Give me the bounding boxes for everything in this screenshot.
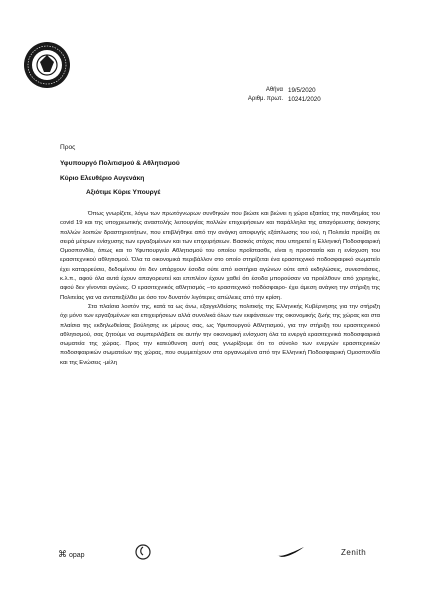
protocol-label: Αριθμ. πρωτ. — [247, 96, 283, 102]
opap-icon: ⌘ — [58, 549, 67, 559]
recipient-title: Υφυπουργό Πολιτισμού & Αθλητισμού — [60, 159, 180, 167]
sponsor-opap: ⌘ opap — [58, 549, 85, 559]
city-label: Αθήνα — [265, 87, 283, 93]
body-paragraph: Όπως γνωρίζετε, λόγω των πρωτόγνωρων συνθηκών που βιώσε και βιώνει η χώρα εξαιτίας της πανδημίας του covid 19 και της υποχρεωτικής αναστολής λειτουργίας πολλών επιχειρήσεων και παράλληλα της απαγόρευσης άσκησης πολλών λοιπών δραστηριοτήτων, που επιβλήθηκε από την ανάγκη αποφυγής εξάπλωσης του ιού, η Πολιτεία προέβη σε σειρά μέτρων ενίσχυσης των εργαζομένων και των επιχειρήσεων. Βασικός στόχος που υπηρετεί η Ελληνική Ποδοσφαιρική Ομοσπονδία, όπως και το Υφυπουργείο Αθλητισμού του οποίου προΐστασθε, είναι η προστασία και η ενίσχυση του ερασιτεχνικού αθλητισμού. Όλα τα οικονομικά περιβάλλον στο οποίο στηρίζεται ένα ερασιτεχνικό ποδοσφαιρικό σωματείο έχει καταρρεύσει, δεδομένου ότι δεν υπάρχουν έσοδα ούτε από εισιτήρια αγώνων ούτε από εκδηλώσεις, συνεστιάσεις, κ.λ.π., αφού όλα αυτά έχουν απαγορευτεί και επιπλέον έχουν χαθεί ότι έσοδα μπορούσαν να προέλθουν από χορηγίες, αφού δεν γίνονται αγώνες. Ο ερασιτεχνικός αθλητισμός –το ερασιτεχνικό ποδόσφαιρο- έχει άμεση ανάγκη την στήριξη της Πολιτείας για να ανταπεξέλθει με όσο τον δυνατόν λιγότερες απώλειες από την κρίση. — [60, 211, 380, 301]
letter-body — [60, 210, 380, 368]
recipient-block — [60, 140, 180, 187]
federation-logo — [22, 40, 72, 90]
letter-meta — [240, 86, 321, 104]
sponsor-footer — [0, 540, 424, 570]
nike-swoosh-icon — [275, 546, 305, 558]
recipient-prefix: Προς — [60, 144, 76, 151]
sponsor-zenith: Zenith — [341, 548, 367, 557]
body-paragraph: Στα πλαίσια λοιπόν της, κατά τα ως άνω, εξαγγελθείσης πολιτικής της Ελληνικής Κυβέρνησης για την στήριξη όχι μόνο των εργαζομένων και επιχειρήσεων αλλά συνολικά όλων των εκφάνσεων της οικονομικής ζωής της χώρας και στα πλαίσια της εκδηλωθείσας βούλησης εκ μέρους σας, ως Υφυπουργού Αθλητισμού, για την στήριξη του ερασιτεχνικού αθλητισμού, σας ζητούμε να συμπεριλάβετε σε αυτήν την οικονομική ενίσχυση όλα τα ενεργά ερασιτεχνικά ποδοσφαιρικά σωματεία της χώρας. Προς την κατεύθυνση αυτή σας γνωρίζουμε ότι το σύνολο των ενεργών ερασιτεχνικών ποδοσφαιρικών σωματείων της χώρας, που συμμετέχουν στα οργανωμένα από την Ελληνική Ποδοσφαιρική Ομοσπονδία και της Ενώσεις -μέλη — [60, 303, 380, 366]
sponsor-nike — [275, 546, 305, 560]
salutation: Αξιότιμε Κύριε Υπουργέ — [86, 189, 161, 196]
letter-date: 19/5/2020 — [288, 87, 316, 94]
protocol-number: 10241/2020 — [288, 96, 321, 103]
sponsor-vodafone — [134, 543, 152, 563]
recipient-name: Κύριο Ελευθέριο Αυγενάκη — [60, 175, 145, 182]
vodafone-icon — [134, 543, 152, 561]
